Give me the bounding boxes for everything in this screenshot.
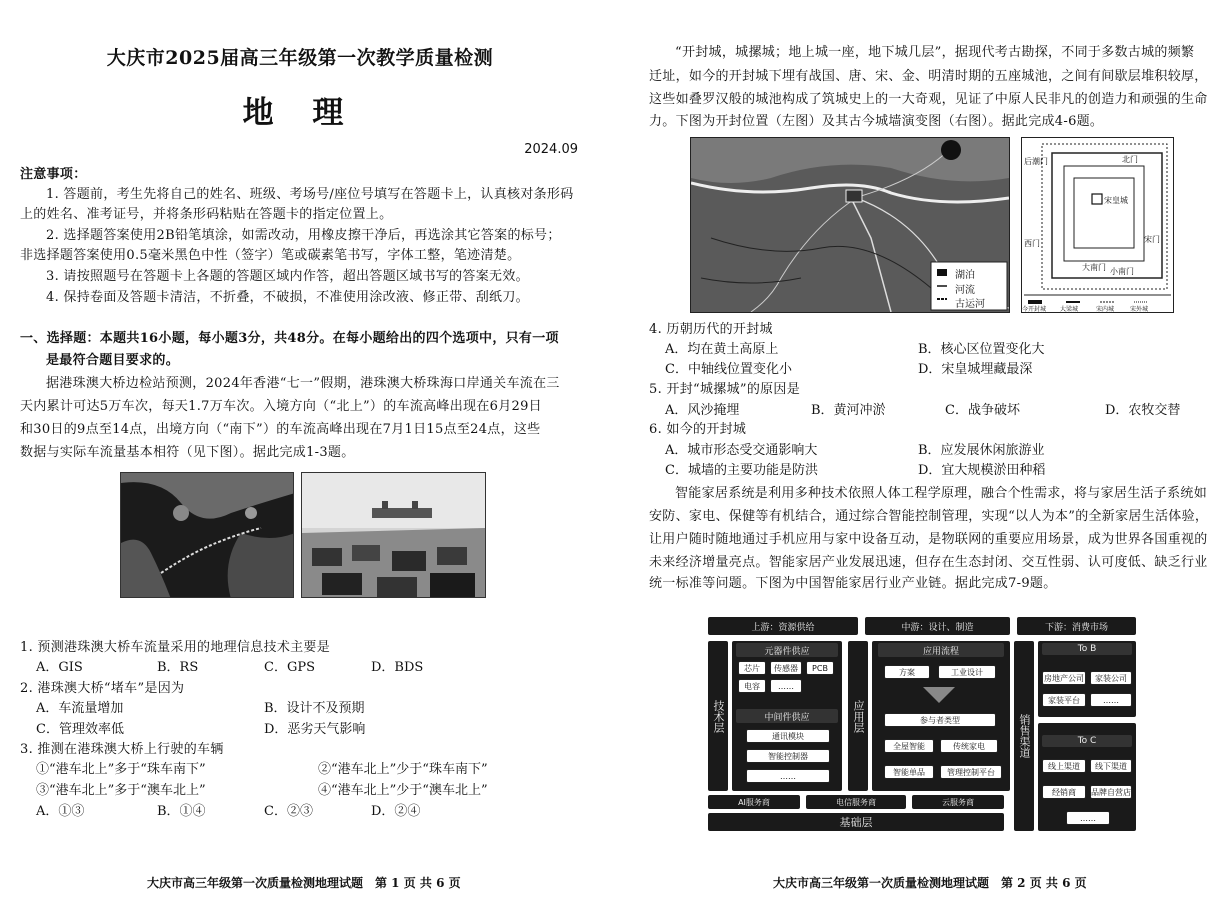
wall-legend: 宋内城: [1096, 306, 1115, 313]
exam-date: 2024.09: [524, 142, 578, 157]
question-5: 5. 开封“城摞城”的原因是: [649, 382, 801, 397]
q3-item: ②“港车北上”少于“珠车南下”: [318, 762, 488, 777]
toc-item: 品牌自营店: [1090, 785, 1132, 799]
q4-option-b[interactable]: B．核心区位置变化大: [918, 342, 1045, 357]
toc-item: ……: [1066, 811, 1110, 825]
chip-item: 芯片: [738, 661, 766, 675]
subject-title: 地 理: [242, 95, 358, 131]
q3-option-d[interactable]: D．②④: [371, 804, 421, 819]
q1-option-b[interactable]: B．RS: [157, 660, 199, 675]
app-layer: 应用层: [848, 641, 868, 791]
legend-canal: 古运河: [955, 299, 985, 310]
app-flow: 应用流程: [878, 643, 1004, 657]
q1-option-c[interactable]: C．GPS: [264, 660, 315, 675]
tob-item: 家装公司: [1090, 671, 1132, 685]
q2-option-a[interactable]: A．车流量增加: [36, 701, 124, 716]
wall-label: 宋门: [1144, 235, 1160, 244]
q4-option-a[interactable]: A．均在黄土高原上: [665, 342, 779, 357]
bridge-map-photo: [120, 472, 294, 598]
q4-option-c[interactable]: C．中轴线位置变化小: [665, 362, 792, 377]
notice-line: 上的姓名、准考证号，并将条形码粘贴在答题卡的指定位置上。: [20, 207, 393, 222]
wall-label: 小南门: [1110, 267, 1134, 276]
service-item: 云服务商: [912, 795, 1004, 809]
notice-heading: 注意事项：: [20, 167, 87, 182]
section-heading: 是最符合题目要求的。: [46, 353, 180, 368]
q3-option-c[interactable]: C．②③: [264, 804, 313, 819]
wall-legend: 宋外城: [1130, 306, 1149, 313]
arrow-down-icon: [923, 687, 955, 703]
passage-line: 据港珠澳大桥边检站预测，2024年香港“七一”假期，港珠澳大桥珠海口岸通关车流在三: [46, 376, 560, 391]
pcb-item: PCB: [806, 661, 834, 675]
tob-item: ……: [1090, 693, 1132, 707]
participant-item: 管理控制平台: [940, 765, 1002, 779]
page-footer: 大庆市高三年级第一次质量检测地理试题 第 2 页 共 6 页: [773, 876, 1087, 890]
q5-option-d[interactable]: D．农牧交替: [1105, 403, 1181, 418]
q3-item: ③“港车北上”多于“澳车北上”: [36, 783, 206, 798]
tech-layer: 技术层: [708, 641, 728, 791]
smart-controller: 智能控制器: [746, 749, 830, 763]
legend-river: 河流: [955, 285, 975, 296]
service-item: 电信服务商: [806, 795, 906, 809]
q5-option-a[interactable]: A．风沙掩埋: [665, 403, 740, 418]
passage-line: 这些如叠罗汉般的城池构成了筑城史上的一大奇观，见证了中原人民非凡的创造力和顽强的生命: [649, 92, 1208, 107]
passage-line: 力。下图为开封位置（左图）及其古今城墙演变图（右图）。据此完成4-6题。: [649, 114, 1104, 129]
q2-option-c[interactable]: C．管理效率低: [36, 722, 124, 737]
notice-line: 3. 请按照题号在答题卡上各题的答题区域内作答，超出答题区域书写的答案无效。: [46, 269, 529, 284]
q3-item: ①“港车北上”多于“珠车南下”: [36, 762, 206, 777]
participant-item: 传统家电: [940, 739, 998, 753]
page-1: [0, 0, 613, 900]
comm-module: 通讯模块: [746, 729, 830, 743]
tob-item: 房地产公司: [1042, 671, 1086, 685]
participants: 参与者类型: [884, 713, 996, 727]
q6-option-d[interactable]: D．宜大规模淤田种稻: [918, 463, 1046, 478]
q3-item: ④“港车北上”少于“澳车北上”: [318, 783, 488, 798]
q6-option-a[interactable]: A．城市形态受交通影响大: [665, 443, 818, 458]
toc-label: To C: [1042, 735, 1132, 747]
q5-option-b[interactable]: B．黄河冲淤: [811, 403, 886, 418]
downstream-header: 下游：消费市场: [1017, 617, 1136, 635]
passage-line: 统一标准等问题。下图为中国智能家居行业产业链。据此完成7-9题。: [649, 576, 1057, 591]
passage-line: 让用户随时随地通过手机应用与家中设备互动，是物联网的重要应用场景，成为世界各国重视的: [649, 532, 1208, 547]
q2-option-d[interactable]: D．恶劣天气影响: [264, 722, 366, 737]
toc-item: 线上渠道: [1042, 759, 1086, 773]
passage-line: “开封城，城摞城；地上城一座，地下城几层”，据现代考古勘探，不同于多数古城的频繁: [675, 45, 1195, 60]
page-2: [613, 0, 1227, 900]
section-heading: 一、选择题：本题共16小题，每小题3分，共48分。在每小题给出的四个选项中，只有一项: [20, 331, 559, 346]
midstream-header: 中游：设计、制造: [865, 617, 1010, 635]
wall-label: 后潮门: [1024, 157, 1048, 166]
base-layer: 基础层: [708, 813, 1004, 831]
passage-line: 天内累计可达5万车次，每天1.7万车次。入境方向（“北上”）的车流高峰出现在6月29日: [20, 399, 542, 414]
exam-title: 大庆市2025届高三年级第一次教学质量检测: [106, 47, 494, 69]
industrial-design: 工业设计: [938, 665, 996, 679]
q6-option-c[interactable]: C．城墙的主要功能是防洪: [665, 463, 818, 478]
passage-line: 智能家居系统是利用多种技术依照人体工程学原理，融合个性需求，将与家居生活子系统如: [675, 486, 1208, 501]
traffic-jam-photo: [301, 472, 486, 598]
legend-lake: 湖泊: [955, 270, 975, 281]
participant-item: 全屋智能: [884, 739, 934, 753]
sales-channel: 销售渠道: [1014, 641, 1034, 831]
q2-option-b[interactable]: B．设计不及预期: [264, 701, 365, 716]
kaifeng-location-map: [690, 137, 1010, 313]
question-3: 3. 推测在港珠澳大桥上行驶的车辆: [20, 742, 224, 757]
q5-option-c[interactable]: C．战争破坏: [945, 403, 1020, 418]
sensor-item: 传感器: [770, 661, 802, 675]
more-item: ……: [746, 769, 830, 783]
service-item: AI服务商: [708, 795, 800, 809]
q1-option-a[interactable]: A．GIS: [36, 660, 83, 675]
participant-item: 智能单品: [884, 765, 934, 779]
page-footer: 大庆市高三年级第一次质量检测地理试题 第 1 页 共 6 页: [147, 876, 461, 890]
passage-line: 安防、家电、保健等有机结合，通过综合智能控制管理，实现“以人为本”的全新家居生活体验，: [649, 509, 1209, 524]
wall-label: 宋皇城: [1104, 196, 1128, 205]
wall-label: 北门: [1122, 155, 1138, 164]
question-6: 6. 如今的开封城: [649, 422, 747, 437]
wall-label: 西门: [1024, 239, 1040, 248]
industry-chain-diagram: [708, 617, 1136, 832]
question-2: 2. 港珠澳大桥“堵车”是因为: [20, 681, 185, 696]
notice-line: 非选择题答案使用0.5毫米黑色中性（签字）笔或碳素笔书写，字体工整，笔迹清楚。: [20, 248, 521, 263]
passage-line: 未来经济增量亮点。智能家居产业发展迅速，但存在生态封闭、交互性弱、认可度低、缺乏行业: [649, 555, 1208, 570]
hw-supply: 元器件供应: [736, 643, 838, 657]
wall-legend: 大梁城: [1060, 306, 1079, 313]
middleware-supply: 中间件供应: [736, 709, 838, 723]
city-wall-evolution-map: [1021, 137, 1174, 313]
passage-line: 和30日的9点至14点，出境方向（“南下”）的车流高峰出现在7月1日15点至24点，这些: [20, 422, 541, 437]
passage-line: 数据与实际车流量基本相符（见下图）。据此完成1-3题。: [20, 445, 355, 460]
notice-line: 4. 保持卷面及答题卡清洁，不折叠，不破损，不准使用涂改液、修正带、刮纸刀。: [46, 290, 529, 305]
wall-label: 大南门: [1082, 263, 1106, 272]
passage-line: 迁址，如今的开封城下埋有战国、唐、宋、金、明清时期的五座城池，之间有间歇层堆积较厚，: [649, 69, 1208, 84]
tob-label: To B: [1042, 643, 1132, 655]
q4-option-d[interactable]: D．宋皇城埋藏最深: [918, 362, 1033, 377]
q1-option-d[interactable]: D．BDS: [371, 660, 424, 675]
tob-item: 家装平台: [1042, 693, 1086, 707]
toc-item: 经销商: [1042, 785, 1086, 799]
q3-option-a[interactable]: A．①③: [36, 804, 85, 819]
capacitor-item: 电容: [738, 679, 766, 693]
more-item: ……: [770, 679, 802, 693]
q6-option-b[interactable]: B．应发展休闲旅游业: [918, 443, 1045, 458]
question-1: 1. 预测港珠澳大桥车流量采用的地理信息技术主要是: [20, 640, 331, 655]
wall-legend: 今开封城: [1022, 306, 1047, 313]
question-4: 4. 历朝历代的开封城: [649, 322, 773, 337]
notice-line: 1. 答题前，考生先将自己的姓名、班级、考场号/座位号填写在答题卡上，认真核对条形码: [46, 187, 574, 202]
notice-line: 2. 选择题答案使用2B铅笔填涂，如需改动，用橡皮擦干净后，再选涂其它答案的标号；: [46, 228, 561, 243]
upstream-header: 上游：资源供给: [708, 617, 858, 635]
plan-item: 方案: [884, 665, 930, 679]
q3-option-b[interactable]: B．①④: [157, 804, 206, 819]
toc-item: 线下渠道: [1090, 759, 1132, 773]
